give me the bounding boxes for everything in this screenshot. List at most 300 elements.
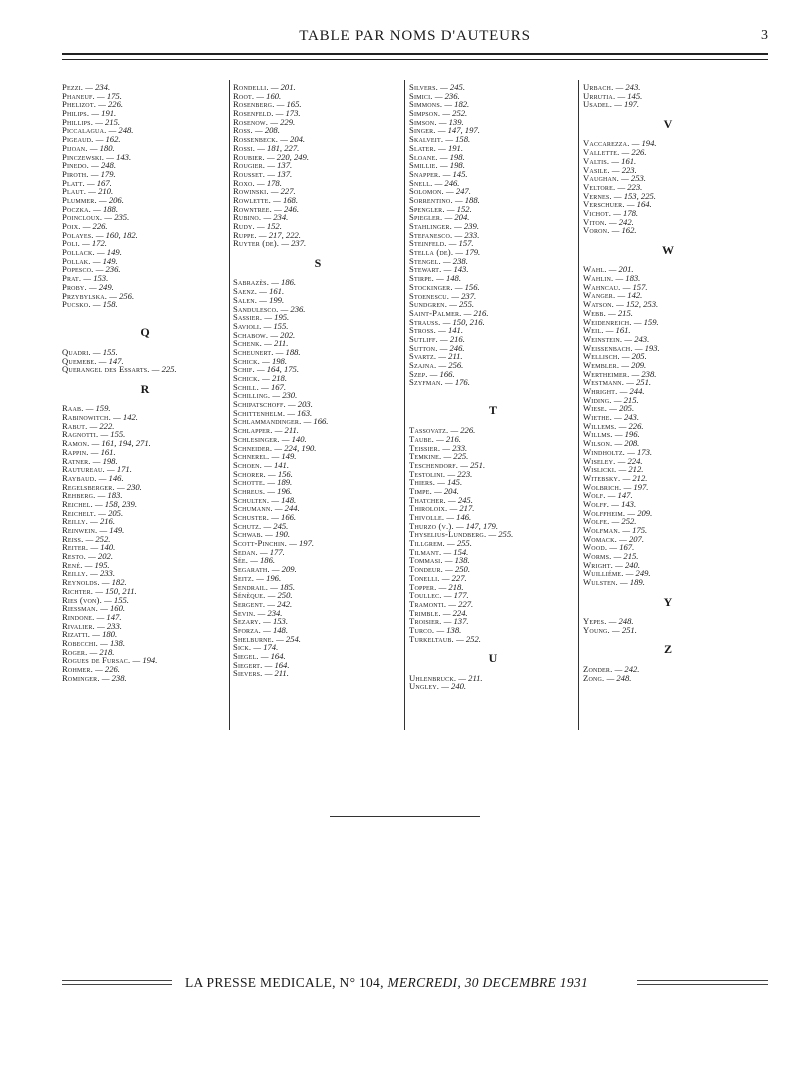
page-references: — 138. (444, 555, 470, 566)
author-entry (62, 674, 228, 683)
page-references: — 226. (450, 425, 476, 436)
page-references: — 194. (631, 138, 657, 149)
author-name: Rougier. (233, 160, 266, 171)
page-references: — 222. (89, 420, 115, 431)
author-name: Sforza. (233, 624, 261, 635)
author-name: Vichot. (583, 207, 612, 218)
page-references: — 209. (271, 564, 297, 575)
page-references: — 164. (260, 651, 286, 661)
page-references: — 248. (108, 125, 134, 136)
page-references: — 174. (253, 642, 279, 653)
author-name: Spengler. (409, 203, 445, 214)
author-name: Wilson. (583, 438, 613, 449)
index-column-1 (62, 83, 228, 682)
author-name: Schill. (233, 381, 259, 392)
author-name: Tilmant. (409, 546, 442, 557)
page-references: — 137. (267, 168, 293, 179)
author-name: Wembler. (583, 359, 620, 370)
page-references: — 164. (626, 199, 652, 210)
author-name: Spiegler. (409, 212, 443, 223)
page-references: — 181, 227. (257, 142, 300, 153)
page-references: — 167. (261, 381, 286, 392)
author-name: Weinstein. (583, 333, 623, 344)
blank-line (409, 387, 577, 396)
author-name: Skalveit. (409, 134, 444, 145)
page-references: — 212. (618, 464, 644, 475)
page-references: — 211. (458, 672, 483, 683)
author-name: Thiroloix. (409, 503, 448, 514)
author-name: Thiers. (409, 477, 436, 488)
page-references: — 234. (85, 82, 111, 92)
page-references: — 143. (443, 264, 469, 275)
author-name: Wolff. (583, 498, 610, 509)
page-references: — 226. (95, 664, 120, 674)
author-name: Rabinowitch. (62, 412, 111, 423)
page-references: — 226. (621, 147, 647, 158)
page-references: — 193. (634, 342, 660, 353)
author-name: Ross. (233, 125, 253, 136)
footer-number: N° 104, (339, 975, 384, 990)
page-references: — 155. (100, 429, 126, 440)
page-references: — 160, 182. (95, 229, 138, 240)
page-references: — 137. (443, 616, 469, 627)
page-references: — 146. (446, 512, 472, 522)
page-references: — 226. (82, 221, 108, 231)
author-name: Wright. (583, 559, 613, 570)
page-references: — 141. (438, 325, 464, 336)
author-name: Schenk. (233, 338, 262, 349)
author-name: Szajna. (409, 360, 437, 370)
page-references: — 233. (442, 442, 468, 453)
author-name: Wolffheim. (583, 507, 626, 518)
page-references: — 245. (263, 520, 289, 531)
author-name: Schlammandinger. (233, 416, 302, 427)
author-name: Raab. (62, 403, 84, 414)
author-name: Rappin. (62, 446, 89, 457)
footer-date: 30 DECEMBRE 1931 (464, 975, 588, 990)
page-references: — 173. (627, 446, 653, 457)
author-name: Rowlette. (233, 194, 272, 205)
author-name: Wertheimer. (583, 368, 630, 379)
page-references: — 140. (90, 542, 116, 553)
page-references: — 215. (608, 307, 633, 318)
author-name: Piroth. (62, 168, 89, 179)
page-references: — 211. (264, 668, 289, 679)
author-name: Pollak. (62, 255, 91, 266)
author-name: Schulten. (233, 494, 270, 505)
author-name: Ruppe. (233, 229, 257, 240)
page-references: — 234. (257, 607, 283, 618)
author-name: Rosenow. (233, 116, 269, 127)
column-divider (578, 80, 579, 730)
page-references: — 226. (618, 420, 644, 431)
page-references: — 163. (287, 407, 313, 418)
author-name: René. (62, 559, 83, 570)
page-references: — 204. (444, 212, 470, 223)
page-references: — 230. (272, 390, 298, 401)
page-references: — 225. (151, 364, 177, 375)
page-references: — 204. (280, 134, 306, 145)
page-references: — 178. (613, 207, 639, 218)
author-name: Viton. (583, 216, 607, 227)
page-references: — 150, 216. (442, 316, 485, 327)
author-name: Troisier. (409, 616, 442, 627)
author-name: Schipatschoff. (233, 399, 286, 410)
page-references: — 242. (614, 663, 640, 674)
footer-text (185, 975, 588, 991)
author-name: Urbach. (583, 82, 614, 92)
footer-day: MERCREDI, (387, 975, 462, 990)
footer-rule-right (637, 984, 768, 985)
page-references: — 247. (446, 186, 471, 197)
author-name: Pigeaud. (62, 134, 94, 145)
page-references: — 256. (438, 360, 464, 370)
author-name: Valtis. (583, 155, 610, 166)
page-references: — 242. (608, 216, 634, 227)
author-entry (409, 378, 577, 387)
page-references: — 185. (270, 581, 296, 592)
author-name: Verschuer. (583, 199, 625, 210)
author-name: Weidenreich. (583, 316, 632, 327)
page-references: — 223. (617, 181, 643, 192)
page-references: — 166. (303, 416, 329, 427)
author-name: Regelsberger. (62, 481, 115, 492)
page-references: — 197. (614, 99, 640, 110)
page-references: — 186. (271, 277, 297, 288)
page-references: — 152, 253. (616, 299, 659, 310)
author-name: Pijoan. (62, 142, 88, 153)
page-references: — 199. (259, 294, 285, 305)
page-references: — 142. (113, 412, 138, 423)
page-references: — 161. (90, 446, 116, 457)
author-name: Philips. (62, 108, 90, 119)
author-name: Wolf. (583, 490, 606, 501)
page-references: — 207. (619, 533, 644, 544)
author-name: Sutliff. (409, 333, 438, 344)
page-header (62, 28, 768, 50)
author-name: Stockinger. (409, 281, 453, 292)
page-references: — 198. (92, 455, 118, 466)
page-references: — 224. (617, 455, 643, 466)
page-references: — 236. (280, 303, 306, 314)
author-name: Schif. (233, 364, 255, 375)
author-name: Piccalagua. (62, 125, 107, 136)
page-references: — 238. (101, 672, 127, 683)
author-name: Wolbrich. (583, 481, 622, 492)
author-name: Schittenhelm. (233, 407, 286, 418)
page-references: — 211. (264, 338, 289, 349)
author-name: Querangel des Essarts. (62, 364, 150, 375)
page-references: — 186. (250, 555, 276, 566)
page-references: — 218. (262, 373, 287, 383)
author-name: Wood. (583, 542, 608, 553)
page-references: — 235. (104, 212, 130, 223)
author-name: Reinwein. (62, 525, 98, 535)
author-name: Riessman. (62, 603, 99, 614)
page-references: — 166. (271, 512, 297, 522)
page-references: — 216. (463, 307, 489, 318)
page-references: — 161. (259, 286, 285, 297)
author-name: Solomon. (409, 186, 444, 197)
author-name: Reiss. (62, 533, 84, 544)
author-name: Westmann. (583, 377, 625, 388)
author-name: Platt. (62, 177, 85, 188)
author-entry (62, 300, 228, 309)
author-name: Temkine. (409, 451, 442, 462)
column-divider (404, 80, 405, 730)
page-references: — 183. (615, 273, 641, 284)
author-name: Tramonti. (409, 598, 447, 609)
page-references: — 154. (443, 546, 469, 557)
author-name: Plaut. (62, 186, 87, 197)
author-name: Rondelli. (233, 82, 269, 92)
page-references: — 242. (267, 598, 293, 609)
page-references: — 148. (436, 273, 461, 284)
page-references: — 253. (621, 173, 646, 184)
page-references: — 164. (264, 659, 290, 670)
page-references: — 157. (448, 238, 474, 249)
author-name: Webb. (583, 307, 606, 318)
author-name: Tonelli. (409, 572, 440, 583)
author-name: Saenz. (233, 286, 258, 297)
page-references: — 195. (264, 312, 290, 323)
page-references: — 226. (98, 99, 124, 110)
page-references: — 160. (256, 90, 282, 101)
author-name: Poix. (62, 221, 81, 231)
author-name: Thurzo (v.). (409, 520, 454, 531)
page-references: — 152. (446, 203, 472, 214)
page-references: — 255. (449, 299, 475, 310)
author-name: Rudy. (233, 221, 255, 231)
author-name: Schick. (233, 373, 260, 383)
page-references: — 224, 190. (274, 442, 317, 453)
page-references: — 250. (445, 564, 470, 575)
page-references: — 227. (441, 572, 467, 583)
page-references: — 139. (438, 116, 464, 127)
author-name: Turkeltaub. (409, 633, 454, 644)
page-references: — 162. (611, 225, 637, 236)
author-name: Turco. (409, 624, 435, 635)
author-name: Poli. (62, 238, 80, 249)
author-name: Sutton. (409, 342, 438, 353)
page-references: — 240. (441, 681, 467, 692)
author-name: Schumann. (233, 503, 273, 514)
page-references: — 177. (443, 590, 469, 601)
page-references: — 201. (270, 82, 296, 92)
author-name: Reiter. (62, 542, 89, 553)
author-name: Rehberg. (62, 490, 96, 501)
page-references: — 156. (454, 281, 480, 292)
page-references: — 195. (84, 559, 110, 570)
author-name: Reilly. (62, 516, 89, 527)
author-name: Toullec. (409, 590, 442, 601)
author-name: Rousset. (233, 168, 266, 179)
author-name: Weil. (583, 325, 604, 336)
page-references: — 237. (451, 290, 477, 301)
author-name: Thivolle. (409, 512, 445, 522)
page-references: — 138. (436, 624, 462, 635)
author-name: Vaccarezza. (583, 138, 630, 149)
author-name: Phelizot. (62, 99, 97, 110)
page-references: — 188. (93, 203, 118, 214)
author-name: Scheunert. (233, 346, 274, 357)
author-name: Tillgrem. (409, 538, 445, 549)
page-references: — 183. (97, 490, 123, 501)
author-name: Wahncau. (583, 281, 621, 292)
author-name: Pucsko. (62, 299, 91, 310)
page-references: — 244. (619, 386, 645, 396)
author-name: Polayes. (62, 229, 94, 240)
author-entry (583, 578, 753, 587)
author-name: Vernes. (583, 190, 612, 201)
author-name: Simmons. (409, 99, 443, 110)
author-name: Wuilliéme. (583, 568, 624, 579)
author-name: Teissier. (409, 442, 441, 453)
author-name: Resto. (62, 551, 86, 562)
footer-rule-left (62, 984, 172, 985)
page-references: — 189. (620, 577, 645, 588)
author-name: Smillie. (409, 160, 438, 171)
page-references: — 172. (82, 238, 107, 249)
author-name: Wulsten. (583, 577, 618, 588)
page-references: — 159. (633, 316, 659, 327)
author-name: Taube. (409, 433, 434, 444)
author-name: Reynolds. (62, 577, 100, 588)
author-name: Simpson. (409, 108, 441, 119)
author-name: Vallette. (583, 147, 620, 158)
author-name: Salen. (233, 294, 258, 305)
page-references: — 138. (100, 637, 126, 648)
page-references: — 147. (607, 490, 633, 501)
page-references: — 255. (447, 538, 472, 549)
page-references: — 210. (88, 186, 114, 197)
author-name: Scott-Pinchin. (233, 538, 288, 549)
author-name: Wellisch. (583, 351, 620, 362)
section-letter: Z (663, 642, 672, 657)
footer-journal: LA PRESSE MEDICALE, (185, 975, 336, 990)
page-references: — 194. (132, 655, 158, 666)
author-name: Stefanesco. (409, 229, 453, 240)
author-name: Rosenberg. (233, 99, 275, 110)
author-name: Root. (233, 90, 255, 101)
author-name: Quemebe. (62, 355, 97, 366)
author-name: Stoenescu. (409, 290, 450, 301)
author-name: Wiethe. (583, 412, 612, 423)
author-name: Reilly. (62, 568, 89, 579)
page-references: — 245. (440, 82, 465, 92)
page-references: — 212. (622, 472, 648, 483)
page-references: — 198. (262, 355, 287, 366)
page-references: — 179. (90, 168, 116, 179)
author-name: Strauss. (409, 316, 441, 327)
index-column-3 (409, 83, 577, 691)
author-name: Stewart. (409, 264, 442, 275)
page-references: — 202. (270, 329, 296, 340)
page-references: — 246. (274, 203, 300, 214)
section-letter: T (488, 403, 497, 418)
author-name: Saint-Palmer. (409, 307, 462, 318)
page-references: — 159. (85, 403, 111, 414)
author-name: Snell. (409, 177, 433, 188)
page-references: — 156. (268, 468, 293, 479)
page-references: — 248. (608, 616, 634, 627)
page-references: — 208. (614, 438, 640, 449)
author-name: Szyfman. (409, 377, 443, 388)
author-name: Schreus. (233, 485, 266, 496)
author-name: Popesco. (62, 264, 94, 275)
page-references: — 171. (107, 464, 132, 475)
author-name: Wolfe. (583, 516, 610, 527)
page-references: — 198. (440, 160, 465, 171)
author-name: Watson. (583, 299, 614, 310)
page-number: 3 (761, 28, 768, 43)
page-references: — 215. (613, 394, 639, 405)
page-references: — 155. (104, 594, 129, 605)
page-references: — 188. (275, 346, 301, 357)
author-name: Sandulesco. (233, 303, 279, 314)
page-references: — 161, 194, 271. (91, 438, 151, 449)
author-entry (583, 226, 753, 235)
author-name: Sloane. (409, 151, 438, 162)
author-name: Vaughan. (583, 173, 619, 184)
page-references: — 196. (267, 485, 293, 496)
author-name: Richter. (62, 585, 94, 596)
author-name: Schneider. (233, 442, 273, 453)
page-references: — 153. (83, 273, 109, 284)
page-references: — 215. (95, 116, 121, 127)
page-references: — 147. (98, 355, 124, 366)
page-references: — 155. (92, 346, 118, 357)
page-references: — 233. (97, 620, 122, 631)
author-name: Willems. (583, 420, 617, 431)
page-references: — 249. (625, 568, 651, 579)
page-references: — 167. (86, 177, 112, 188)
page-references: — 176. (445, 377, 470, 388)
author-name: Robecchi. (62, 637, 99, 648)
page-references: — 238. (443, 255, 468, 266)
page-references: — 147, 179. (455, 520, 499, 531)
page-references: — 233. (90, 568, 116, 579)
author-name: Sée. (233, 555, 249, 566)
page-references: — 248. (606, 672, 632, 683)
page-references: — 246. (439, 342, 465, 353)
author-name: Schilling. (233, 390, 271, 401)
author-name: Segarath. (233, 564, 270, 575)
author-entry (409, 635, 577, 644)
page-references: — 211. (274, 425, 299, 436)
page-references: — 236. (434, 90, 460, 101)
author-name: Schick. (233, 355, 260, 366)
page-references: — 158. (445, 134, 471, 145)
author-name: Wolfman. (583, 525, 621, 535)
page-references: — 218. (89, 646, 115, 657)
author-name: Teschendorf. (409, 459, 459, 470)
author-entry (233, 239, 403, 248)
page-references: — 182. (101, 577, 127, 588)
page-references: — 145. (617, 90, 643, 101)
page-references: — 158, 239. (94, 498, 137, 509)
author-name: Sievers. (233, 668, 263, 679)
page-references: — 254. (276, 633, 301, 644)
author-name: Wahl. (583, 264, 607, 275)
page-references: — 251. (626, 377, 652, 388)
author-name: Rindone. (62, 611, 95, 622)
index-column-4 (583, 83, 753, 682)
page-references: — 149. (92, 255, 118, 266)
author-name: Stross. (409, 325, 437, 336)
page-references: — 178. (257, 177, 282, 188)
author-name: Stirpe. (409, 273, 434, 284)
